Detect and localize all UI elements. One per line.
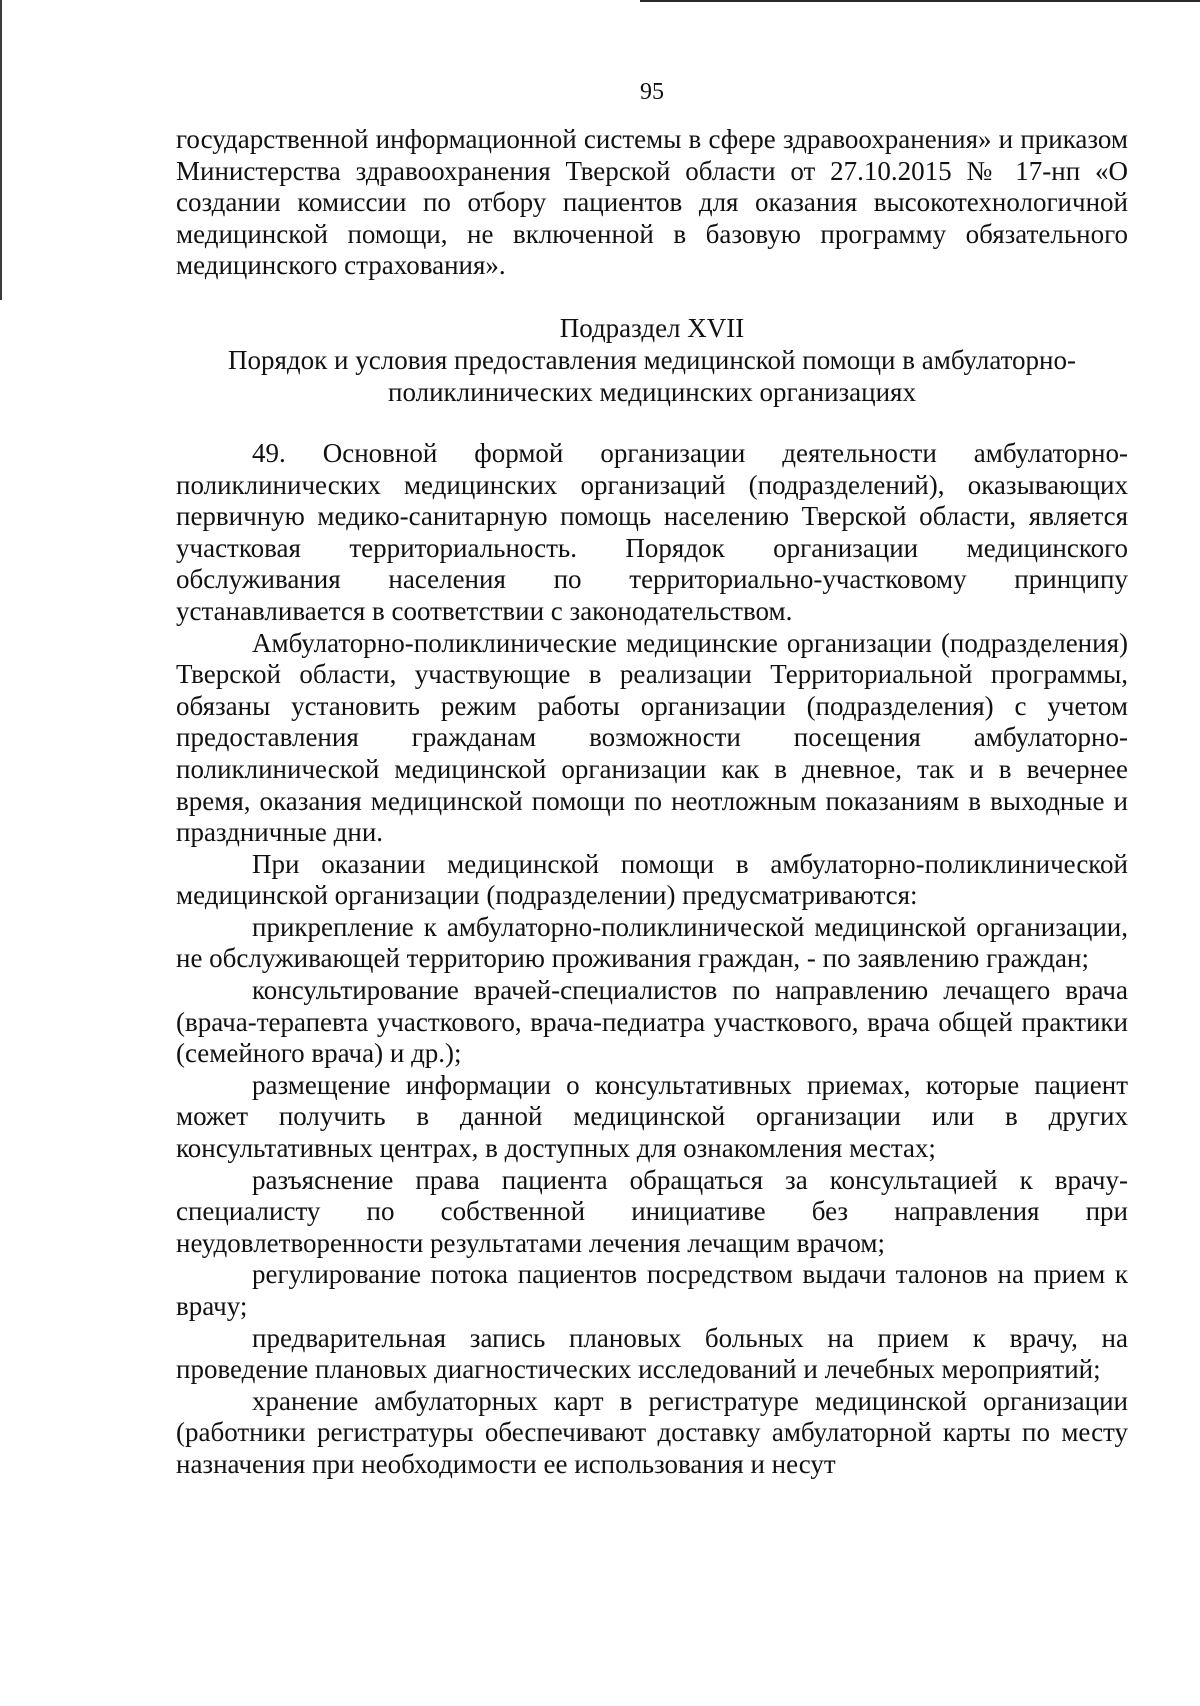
list-item: прикрепление к амбулаторно-поликлинической медицинской организации, не обслуживающей территорию проживания граждан, - по заявлению граждан; [176,911,1128,974]
section-spacer [176,408,1128,438]
section-title: Порядок и условия предоставления медицинской помощи в амбулаторно-поликлинических медицинских организациях [228,344,1076,407]
list-item: консультирование врачей-специалистов по направлению лечащего врача (врача-терапевта участкового, врача-педиатра участкового, врача общей практики (семейного врача) и др.); [176,975,1128,1069]
paragraph: 49. Основной формой организации деятельности амбулаторно-поликлинических медицинских организаций (подразделений), оказывающих первичную медико-санитарную помощь населению Тверской области, является участковая территориальность. Порядок организации медицинского обслуживания населения по территориально-участковому принципу устанавливается в соответствии с законодательством. [176,437,1128,626]
section-heading: Подраздел XVII [559,312,745,343]
list-item: предварительная запись плановых больных на прием к врачу, на проведение плановых диагностических исследований и лечебных мероприятий; [176,1322,1128,1385]
scan-edge-line [640,0,1200,2]
document-page [176,78,1128,1481]
list-item: регулирование потока пациентов посредством выдачи талонов на прием к врачу; [176,1259,1128,1321]
list-item: размещение информации о консультативных приемах, которые пациент может получить в данной медицинской организации или в других консультативных центрах, в доступных для ознакомления местах; [176,1069,1128,1164]
paragraph: При оказании медицинской помощи в амбулаторно-поликлинической медицинской организации (подразделении) предусматриваются: [176,848,1128,911]
intro-paragraph: государственной информационной системы в сфере здравоохранения» и приказом Министерства здравоохранения Тверской области от 27.10.2015 № 17-нп «О создании комиссии по отбору пациентов для оказания высокотехнологичной медицинской помощи, не включенной в базовую программу обязательного медицинского страхования». [176,124,1128,281]
scan-edge-line [0,0,2,300]
paragraph: Амбулаторно-поликлинические медицинские организации (подразделения) Тверской области, участвующие в реализации Территориальной программы, обязаны установить режим работы организации (подразделения) с учетом предоставления гражданам возможности посещения амбулаторно-поликлинической медицинской организации как в дневное, так и в вечернее время, оказания медицинской помощи по неотложным показаниям в выходные и праздничные дни. [176,627,1128,848]
page-number: 95 [640,79,664,105]
list-item: разъяснение права пациента обращаться за консультацией к врачу-специалисту по собственной инициативе без направления при неудовлетворенности результатами лечения лечащим врачом; [176,1164,1128,1258]
section-spacer [176,282,1128,312]
list-item: хранение амбулаторных карт в регистратуре медицинской организации (работники регистратуры обеспечивают доставку амбулаторной карты по месту назначения при необходимости ее использования и несут [176,1385,1128,1479]
